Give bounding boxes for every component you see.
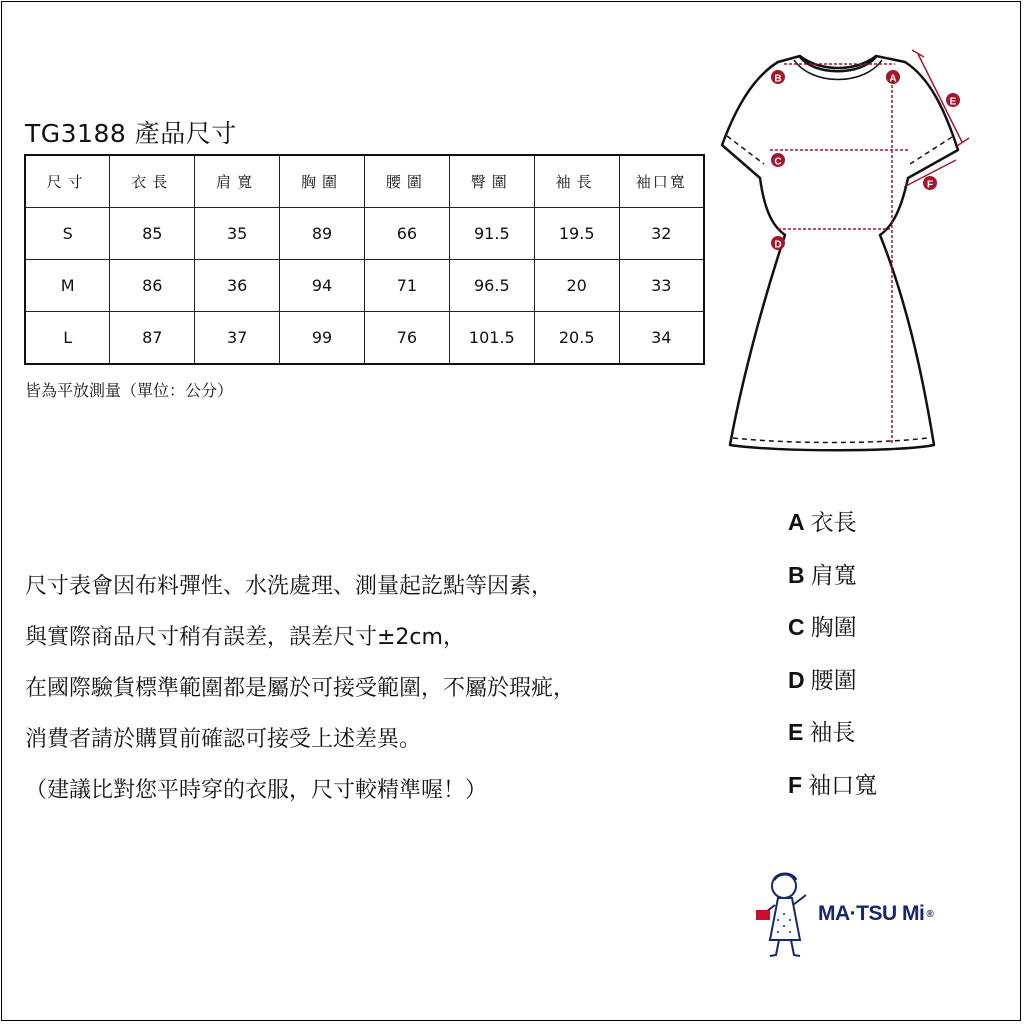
table-cell: 76 xyxy=(365,312,450,365)
table-cell: 94 xyxy=(280,260,365,312)
legend-label: 胸圍 xyxy=(810,615,857,642)
table-row xyxy=(25,208,704,260)
table-cell: 34 xyxy=(619,312,704,365)
legend-label: 袖口寬 xyxy=(808,772,878,799)
table-cell: 87 xyxy=(110,312,195,365)
table-cell: 66 xyxy=(365,208,450,260)
brand-text: MA·TSU Mi xyxy=(818,902,925,925)
table-cell: 36 xyxy=(195,260,280,312)
table-header-row xyxy=(25,155,704,208)
disclaimer-line: 消費者請於購買前確認可接受上述差異。 xyxy=(25,727,422,752)
marker-b xyxy=(771,70,785,85)
svg-text:A: A xyxy=(889,73,897,85)
svg-text:B: B xyxy=(774,73,782,85)
disclaimer-line: 尺寸表會因布料彈性、水洗處理、測量起訖點等因素， xyxy=(25,574,554,599)
table-header-cell: 腰圍 xyxy=(365,155,450,208)
legend-item xyxy=(788,602,877,655)
legend-label: 肩寬 xyxy=(810,562,857,589)
table-cell: 32 xyxy=(619,208,704,260)
table-header-cell: 胸圍 xyxy=(280,155,365,208)
legend-item xyxy=(788,655,877,708)
size-table xyxy=(24,154,705,365)
disclaimer-line: 在國際驗貨標準範圍都是屬於可接受範圍，不屬於瑕疵， xyxy=(25,676,576,701)
legend-key: A xyxy=(788,509,805,535)
disclaimer-line: （建議比對您平時穿的衣服，尺寸較精準喔！） xyxy=(25,778,488,803)
measurement-lines xyxy=(770,50,969,445)
marker-e xyxy=(946,93,960,108)
marker-a xyxy=(886,70,900,85)
marker-d xyxy=(771,236,785,251)
registered-mark: ® xyxy=(926,908,934,920)
disclaimer-paragraph xyxy=(25,561,575,816)
legend-key: B xyxy=(788,561,805,588)
svg-text:D: D xyxy=(774,239,782,251)
table-cell: M xyxy=(25,260,110,312)
marker-c xyxy=(771,153,785,168)
table-cell: 71 xyxy=(365,260,450,312)
legend-key: F xyxy=(788,771,803,798)
legend-label: 衣長 xyxy=(810,510,857,536)
table-header-cell: 袖口寬 xyxy=(619,155,704,208)
legend-label: 袖長 xyxy=(809,720,856,747)
svg-text:E: E xyxy=(949,96,957,108)
marker-f xyxy=(923,176,937,191)
table-cell: 96.5 xyxy=(449,260,534,312)
table-cell: 20 xyxy=(534,260,619,312)
table-cell: 35 xyxy=(195,208,280,260)
table-header-cell: 袖長 xyxy=(534,155,619,208)
dress-outline xyxy=(722,56,958,450)
table-cell: 89 xyxy=(280,208,365,260)
legend-key: E xyxy=(788,719,804,746)
page-title: TG3188 產品尺寸 xyxy=(25,119,237,148)
table-row xyxy=(25,260,704,312)
table-header-cell: 臀圍 xyxy=(449,155,534,208)
table-cell: 86 xyxy=(110,260,195,312)
svg-text:F: F xyxy=(926,179,934,191)
table-cell: 91.5 xyxy=(449,208,534,260)
measurement-note: 皆為平放測量（單位：公分） xyxy=(25,381,234,400)
table-cell: S xyxy=(25,208,110,260)
legend-item xyxy=(788,760,877,813)
dress-diagram xyxy=(712,44,982,464)
table-header-cell: 尺寸 xyxy=(25,155,110,208)
legend-item xyxy=(788,707,877,760)
legend-item xyxy=(788,550,877,603)
legend-key: C xyxy=(788,614,805,641)
table-cell: 20.5 xyxy=(534,312,619,365)
legend-key: D xyxy=(788,666,805,693)
table-row xyxy=(25,312,704,365)
legend-item xyxy=(788,497,877,550)
brand-name xyxy=(818,902,933,926)
table-header-cell: 衣長 xyxy=(110,155,195,208)
legend-label: 腰圍 xyxy=(810,667,857,694)
measurement-legend xyxy=(788,497,877,813)
table-cell: L xyxy=(25,312,110,365)
disclaimer-line: 與實際商品尺寸稍有誤差，誤差尺寸±2cm， xyxy=(25,625,465,650)
table-cell: 99 xyxy=(280,312,365,365)
table-cell: 19.5 xyxy=(534,208,619,260)
table-cell: 85 xyxy=(110,208,195,260)
table-header-cell: 肩寬 xyxy=(195,155,280,208)
table-cell: 101.5 xyxy=(449,312,534,365)
table-cell: 37 xyxy=(195,312,280,365)
svg-text:C: C xyxy=(774,156,782,168)
table-cell: 33 xyxy=(619,260,704,312)
